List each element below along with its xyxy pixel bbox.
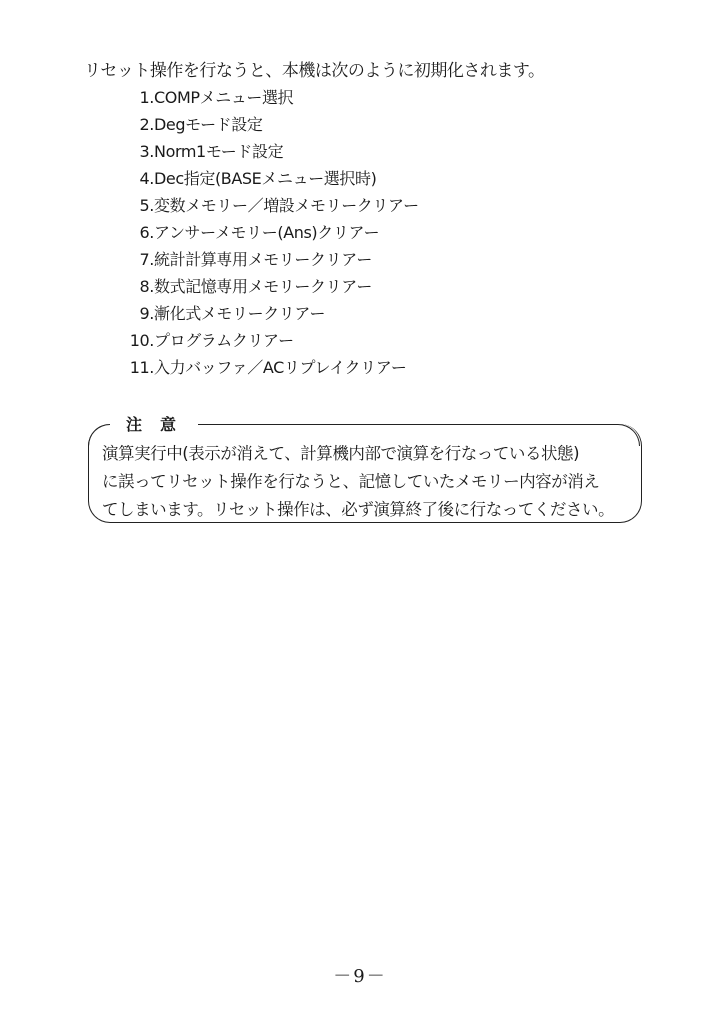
item-number: 1. xyxy=(139,88,154,107)
item-text: 統計計算専用メモリークリアー xyxy=(154,250,372,269)
notice-title: 注意 xyxy=(122,412,198,435)
item-number: 10. xyxy=(129,331,154,350)
list-item xyxy=(118,327,419,354)
item-number: 8. xyxy=(139,277,154,296)
item-text: 入力バッファ／ACリプレイクリアー xyxy=(154,358,407,377)
notice-frame-top-rule xyxy=(192,424,618,425)
item-text: アンサーメモリー(Ans)クリアー xyxy=(154,223,380,242)
item-number: 3. xyxy=(139,142,154,161)
notice-line: 演算実行中(表示が消えて、計算機内部で演算を行なっている状態) xyxy=(102,444,580,463)
item-number: 2. xyxy=(139,115,154,134)
page-number: －9－ xyxy=(333,966,387,987)
item-number: 6. xyxy=(139,223,154,242)
notice-body xyxy=(102,440,632,524)
notice-line: てしまいます。リセット操作は、必ず演算終了後に行なってください。 xyxy=(102,500,615,519)
list-item xyxy=(118,219,419,246)
item-number: 9. xyxy=(139,304,154,323)
intro-text: リセット操作を行なうと、本機は次のように初期化されます。 xyxy=(84,61,545,81)
list-item xyxy=(118,84,419,111)
list-item xyxy=(118,165,419,192)
item-text: プログラムクリアー xyxy=(154,331,294,350)
item-text: Dec指定(BASEメニュー選択時) xyxy=(154,169,377,188)
list-item xyxy=(118,354,419,381)
list-item xyxy=(118,111,419,138)
item-number: 5. xyxy=(139,196,154,215)
list-item xyxy=(118,273,419,300)
item-number: 4. xyxy=(139,169,154,188)
item-text: Norm1モード設定 xyxy=(154,142,284,161)
notice-line: に誤ってリセット操作を行なうと、記憶していたメモリー内容が消え xyxy=(102,472,600,491)
list-item xyxy=(118,192,419,219)
item-text: 変数メモリー／増設メモリークリアー xyxy=(154,196,419,215)
item-text: 漸化式メモリークリアー xyxy=(154,304,326,323)
list-item xyxy=(118,300,419,327)
item-number: 11. xyxy=(129,358,154,377)
item-number: 7. xyxy=(139,250,154,269)
list-item xyxy=(118,138,419,165)
item-text: 数式記憶専用メモリークリアー xyxy=(154,277,372,296)
reset-items-list xyxy=(118,84,419,381)
list-item xyxy=(118,246,419,273)
item-text: Degモード設定 xyxy=(154,115,263,134)
item-text: COMPメニュー選択 xyxy=(154,88,294,107)
